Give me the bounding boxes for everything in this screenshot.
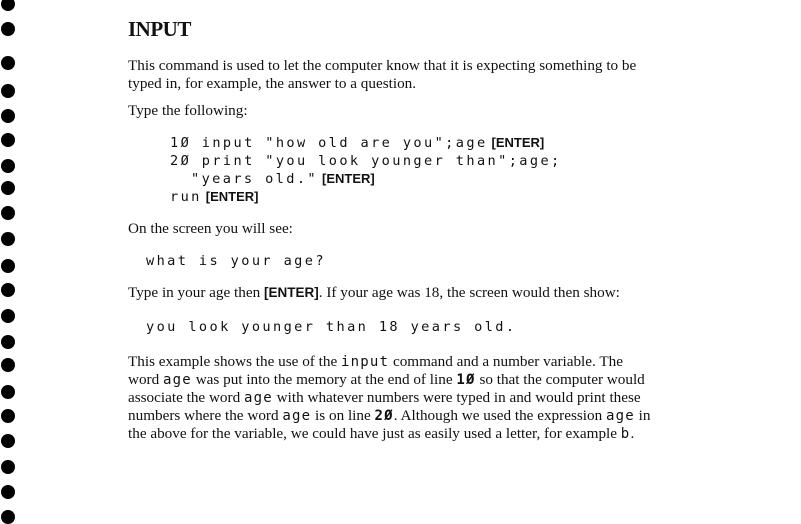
binder-hole-icon <box>1 385 15 399</box>
binder-hole-icon <box>1 434 15 448</box>
example-line: numbers where the word age is on line 2Ø. Although we used the expression age in <box>128 407 651 424</box>
enter-key-label: [ENTER] <box>491 135 545 150</box>
code-listing <box>170 134 788 206</box>
code-line-20: 2Ø print "you look younger than";age; <box>170 153 562 169</box>
manual-page <box>128 16 788 443</box>
example-paragraph <box>128 353 788 443</box>
binder-hole-icon <box>1 460 15 474</box>
result-output: you look younger than 18 years old. <box>146 319 517 335</box>
screen-output: what is your age? <box>146 253 326 269</box>
intro-line: typed in, for example, the answer to a question. <box>128 75 417 92</box>
code-line-run: run <box>170 189 202 205</box>
type-age-text <box>128 284 788 302</box>
binder-hole-icon <box>1 56 15 70</box>
code-line-20-cont: "years old." <box>191 171 319 187</box>
code-word: age <box>243 390 273 406</box>
binder-hole-icon <box>1 181 15 195</box>
binder-hole-icon <box>1 0 15 11</box>
binder-hole-icon <box>1 358 15 372</box>
code-word: age <box>605 408 635 424</box>
enter-key-label: [ENTER] <box>264 285 319 300</box>
binder-hole-icon <box>1 22 15 36</box>
on-screen-text: On the screen you will see: <box>128 220 293 237</box>
binder-hole-icon <box>1 335 15 349</box>
example-line: This example shows the use of the input command and a number variable. The <box>128 353 623 370</box>
binder-hole-icon <box>1 283 15 297</box>
example-line: associate the word age with whatever numbers were typed in and would print these <box>128 389 641 406</box>
example-line: word age was put into the memory at the end of line 1Ø so that the computer would <box>128 371 645 388</box>
enter-key-label: [ENTER] <box>205 189 259 204</box>
type-age-after: . If your age was 18, the screen would then show: <box>318 284 620 301</box>
example-line: the above for the variable, we could have just as easily used a letter, for example b. <box>128 425 635 442</box>
enter-key-label: [ENTER] <box>322 171 375 186</box>
code-word: age <box>163 372 192 388</box>
binder-holes <box>0 0 20 522</box>
binder-hole-icon <box>1 159 15 173</box>
type-age-before: Type in your age then <box>128 284 265 301</box>
intro-line: This command is used to let the computer know that it is expecting something to be <box>128 57 637 74</box>
binder-hole-icon <box>1 84 15 98</box>
binder-hole-icon <box>1 109 15 123</box>
code-line-10: 1Ø input "how old are you";age <box>170 135 488 151</box>
type-following-text: Type the following: <box>128 102 248 119</box>
binder-hole-icon <box>1 206 15 220</box>
binder-hole-icon <box>1 409 15 423</box>
binder-hole-icon <box>1 309 15 323</box>
code-word: input <box>341 354 390 370</box>
binder-hole-icon <box>1 133 15 147</box>
intro-paragraph <box>128 57 788 93</box>
binder-hole-icon <box>1 232 15 246</box>
binder-hole-icon <box>1 259 15 273</box>
line-number: 1Ø <box>456 372 476 388</box>
code-word: age <box>282 408 312 424</box>
binder-hole-icon <box>1 485 15 499</box>
code-word: b <box>620 426 631 442</box>
line-number: 2Ø <box>374 408 394 424</box>
page-title: INPUT <box>128 17 191 41</box>
